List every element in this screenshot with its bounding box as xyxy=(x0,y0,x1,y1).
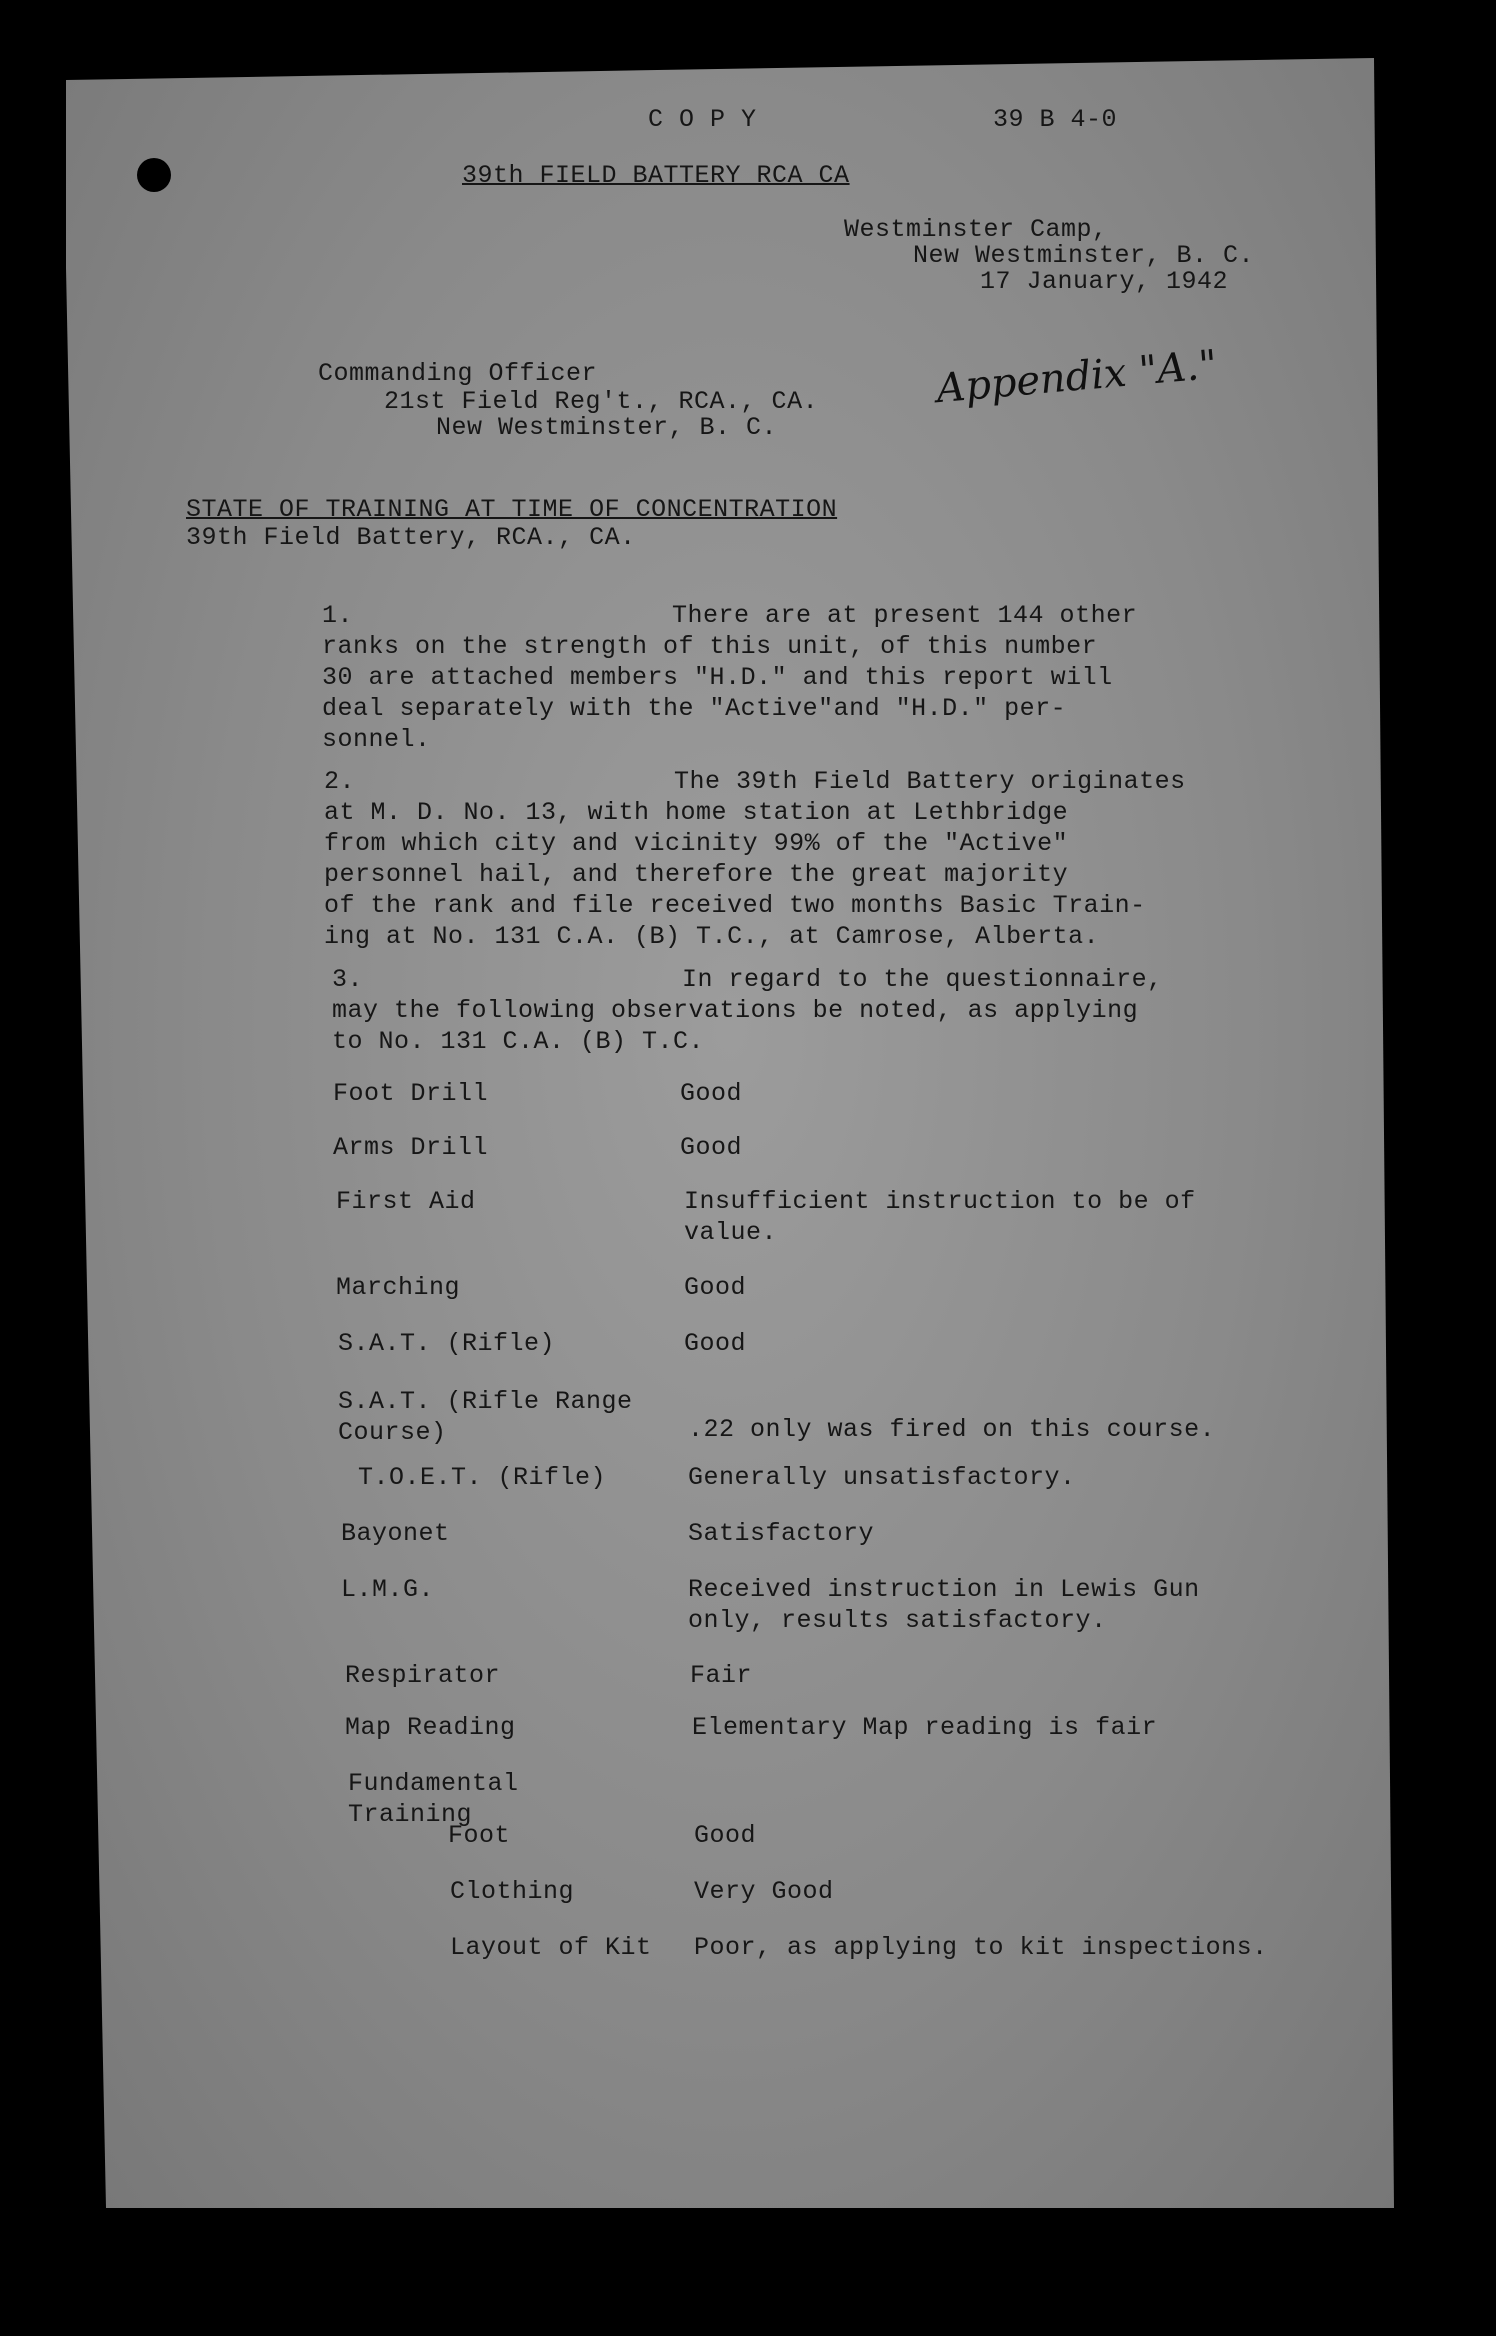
paragraph-line: 30 are attached members "H.D." and this report will xyxy=(322,663,1113,692)
paragraph-number: 3. xyxy=(332,965,364,994)
paragraph-line: of the rank and file received two months Basic Train- xyxy=(324,891,1146,920)
addressee-line-1: Commanding Officer xyxy=(318,359,598,388)
paragraph-line: ing at No. 131 C.A. (B) T.C., at Camrose, Alberta. xyxy=(324,922,1100,951)
assessment-rating: .22 only was fired on this course. xyxy=(688,1415,1216,1444)
paragraph-line: may the following observations be noted, as applying xyxy=(332,996,1139,1025)
paragraph-line: ranks on the strength of this unit, of this number xyxy=(322,632,1098,661)
fundamental-training-heading: Fundamental Training xyxy=(348,1769,519,1829)
assessment-subject: S.A.T. (Rifle Range Course) xyxy=(338,1387,633,1447)
assessment-subject: L.M.G. xyxy=(341,1575,435,1604)
assessment-rating: Good xyxy=(680,1079,743,1108)
training-rating: Very Good xyxy=(694,1877,834,1906)
paragraph-line: personnel hail, and therefore the great majority xyxy=(324,860,1069,889)
assessment-rating: Good xyxy=(684,1329,747,1358)
assessment-rating: Received instruction in Lewis Gun only, results satisfactory. xyxy=(688,1575,1200,1635)
punch-hole xyxy=(137,158,171,192)
addressee-line-2: 21st Field Reg't., RCA., CA. xyxy=(384,387,819,416)
training-subject: Clothing xyxy=(450,1877,575,1906)
paragraph-line: to No. 131 C.A. (B) T.C. xyxy=(332,1027,705,1056)
assessment-subject: First Aid xyxy=(336,1187,476,1216)
training-rating: Poor, as applying to kit inspections. xyxy=(694,1933,1268,1962)
location-line-1: Westminster Camp, xyxy=(844,215,1108,244)
letter-date: 17 January, 1942 xyxy=(980,267,1229,296)
assessment-subject: Respirator xyxy=(345,1661,501,1690)
training-rating: Good xyxy=(694,1821,757,1850)
assessment-subject: Map Reading xyxy=(345,1713,516,1742)
paragraph-first-line: The 39th Field Battery originates xyxy=(674,767,1186,796)
handwritten-appendix-note: Appendix "A." xyxy=(934,341,1220,413)
assessment-rating: Generally unsatisfactory. xyxy=(688,1463,1076,1492)
paragraph-line: at M. D. No. 13, with home station at Lethbridge xyxy=(324,798,1069,827)
copy-mark: C O P Y xyxy=(648,105,757,134)
paragraph-number: 1. xyxy=(322,601,354,630)
training-subject: Foot xyxy=(448,1821,511,1850)
subject-title: STATE OF TRAINING AT TIME OF CONCENTRATION xyxy=(186,495,838,524)
assessment-subject: T.O.E.T. (Rifle) xyxy=(358,1463,607,1492)
assessment-rating: Fair xyxy=(690,1661,753,1690)
assessment-subject: Foot Drill xyxy=(333,1079,489,1108)
unit-heading: 39th FIELD BATTERY RCA CA xyxy=(462,161,850,190)
paragraph-line: sonnel. xyxy=(322,725,431,754)
assessment-rating: Elementary Map reading is fair xyxy=(692,1713,1158,1742)
location-line-2: New Westminster, B. C. xyxy=(913,241,1255,270)
paragraph-number: 2. xyxy=(324,767,356,796)
assessment-subject: S.A.T. (Rifle) xyxy=(338,1329,556,1358)
paragraph-first-line: In regard to the questionnaire, xyxy=(682,965,1163,994)
assessment-subject: Bayonet xyxy=(341,1519,450,1548)
assessment-subject: Arms Drill xyxy=(333,1133,489,1162)
training-subject: Layout of Kit xyxy=(450,1933,652,1962)
subject-subtitle: 39th Field Battery, RCA., CA. xyxy=(186,523,636,552)
addressee-line-3: New Westminster, B. C. xyxy=(436,413,778,442)
assessment-rating: Insufficient instruction to be of value. xyxy=(684,1187,1196,1247)
paragraph-line: deal separately with the "Active"and "H.D." per- xyxy=(322,694,1067,723)
assessment-rating: Good xyxy=(680,1133,743,1162)
assessment-rating: Good xyxy=(684,1273,747,1302)
file-reference: 39 B 4-0 xyxy=(993,105,1118,134)
assessment-rating: Satisfactory xyxy=(688,1519,875,1548)
paragraph-first-line: There are at present 144 other xyxy=(672,601,1138,630)
paragraph-line: from which city and vicinity 99% of the "Active" xyxy=(324,829,1069,858)
assessment-subject: Marching xyxy=(336,1273,461,1302)
